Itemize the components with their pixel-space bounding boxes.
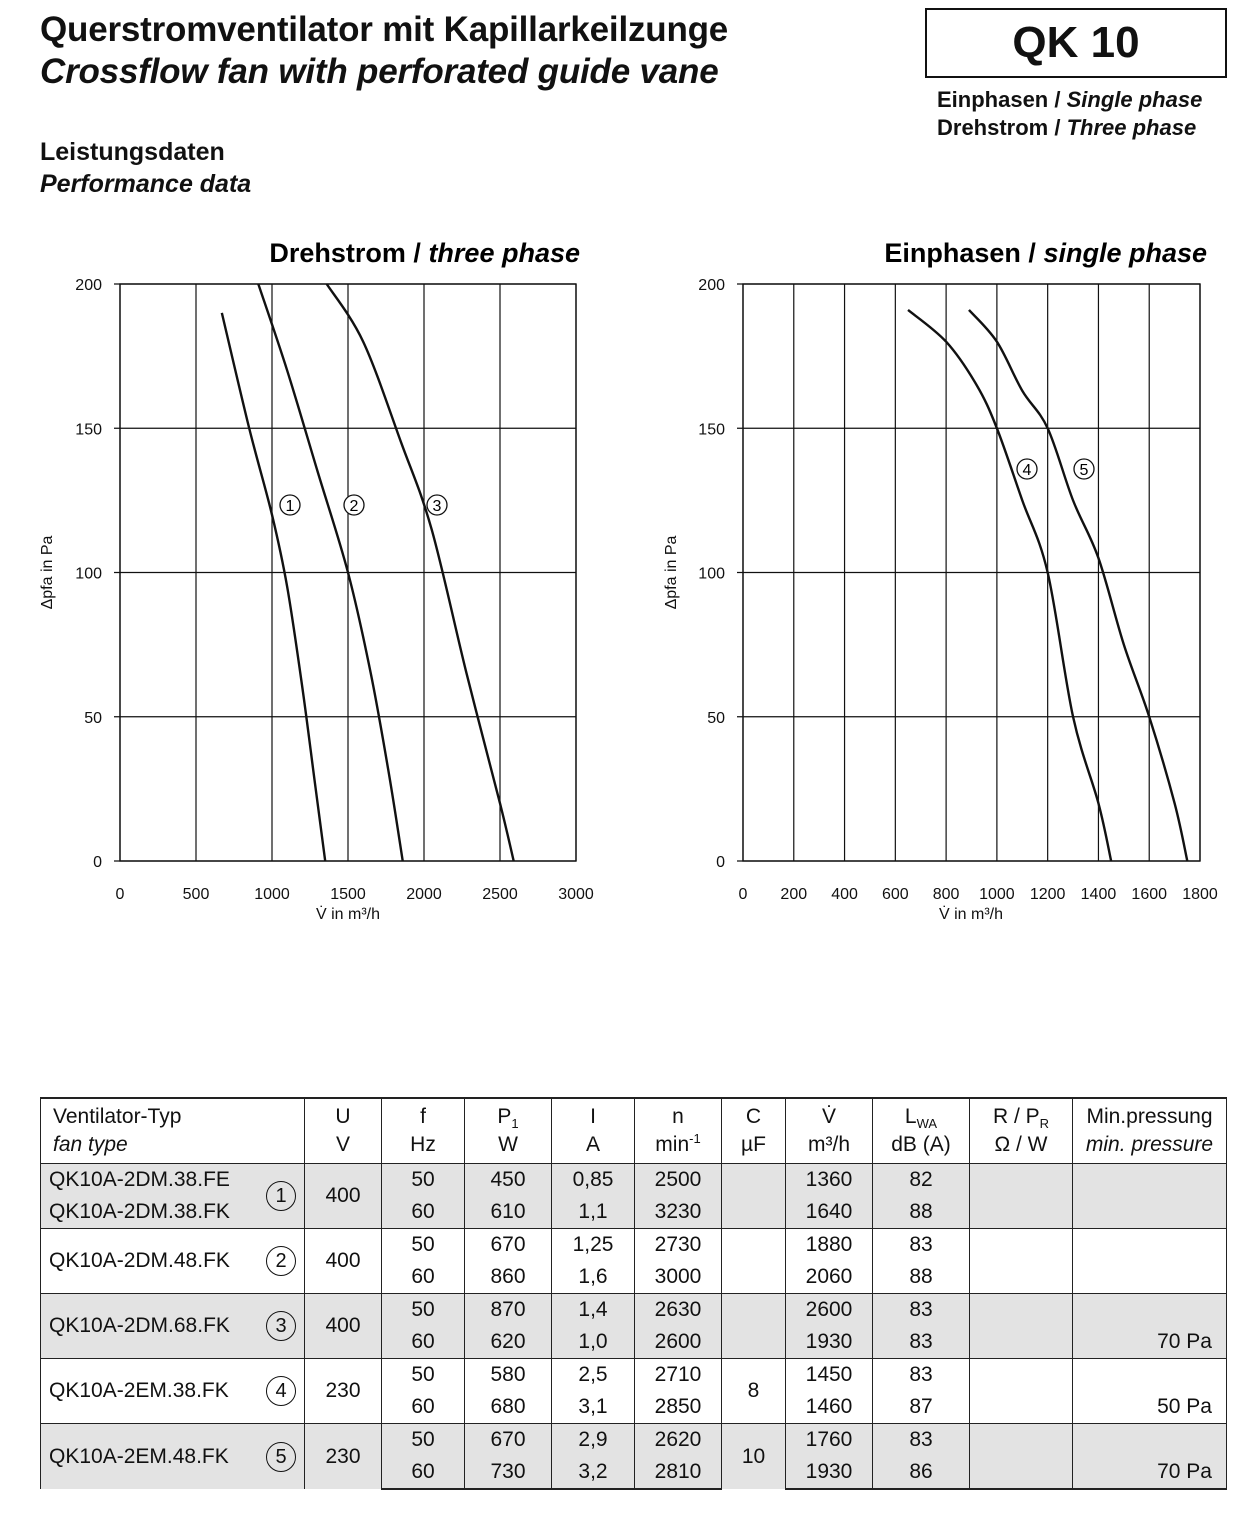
- header-p1: $P_1$ W: [465, 1098, 552, 1164]
- title-english: Crossflow fan with perforated guide vane: [40, 52, 719, 91]
- x-tick-label: 2000: [406, 886, 442, 903]
- x-tick-label: 600: [881, 886, 909, 903]
- cell-voltage: 400: [305, 1164, 382, 1229]
- y-axis-label: Δpfa in Pa: [663, 535, 680, 610]
- x-tick-label: 1400: [1080, 886, 1117, 903]
- cell-current: 3,2: [552, 1456, 635, 1489]
- phase-single-en: Single phase: [1066, 87, 1203, 112]
- cell-current: 2,9: [552, 1424, 635, 1457]
- cell-power: 670: [465, 1424, 552, 1457]
- cell-fan-type: [41, 1294, 305, 1359]
- fan-type-name: QK10A-2EM.38.FK: [49, 1379, 229, 1402]
- cell-frequency: 60: [382, 1391, 465, 1424]
- cell-min-pressure: [1073, 1359, 1227, 1392]
- x-tick-label: 500: [182, 886, 210, 903]
- cell-airflow: 1930: [786, 1456, 873, 1489]
- cell-capacitor: [722, 1229, 786, 1294]
- curve-marker: 1: [266, 1181, 296, 1211]
- cell-airflow: 2600: [786, 1294, 873, 1327]
- cell-resistor: [970, 1424, 1073, 1457]
- cell-resistor: [970, 1294, 1073, 1327]
- chart-title-de: Einphasen /: [884, 238, 1044, 268]
- cell-current: 2,5: [552, 1359, 635, 1392]
- cell-voltage: 400: [305, 1229, 382, 1294]
- cell-frequency: 60: [382, 1456, 465, 1489]
- x-tick-label: 800: [932, 886, 960, 903]
- chart-0: [39, 238, 594, 923]
- chart-title-en: three phase: [428, 238, 580, 268]
- cell-power: 450: [465, 1164, 552, 1197]
- header-f: f Hz: [382, 1098, 465, 1164]
- chart-title-en: single phase: [1043, 238, 1207, 268]
- y-tick-label: 200: [698, 277, 725, 294]
- cell-min-pressure: 70 Pa: [1073, 1456, 1227, 1489]
- cell-speed: 2620: [635, 1424, 722, 1457]
- y-tick-label: 0: [716, 854, 725, 871]
- header-u: U V: [305, 1098, 382, 1164]
- y-tick-label: 100: [75, 565, 102, 583]
- title-german: Querstromventilator mit Kapillarkeilzunge: [40, 10, 729, 49]
- x-tick-label: 2500: [482, 886, 518, 903]
- cell-current: 3,1: [552, 1391, 635, 1424]
- y-axis-label: Δpfa in Pa: [39, 535, 56, 610]
- cell-sound-power: 83: [873, 1229, 970, 1262]
- series-curve-2: [969, 310, 1187, 861]
- cell-speed: 2500: [635, 1164, 722, 1197]
- y-tick-label: 100: [698, 565, 725, 583]
- header-min-pressure: Min.pressung min. pressure: [1073, 1098, 1227, 1164]
- cell-capacitor: [722, 1294, 786, 1359]
- header-v: V̇ m³/h: [786, 1098, 873, 1164]
- model-name: QK 10: [1012, 18, 1140, 67]
- cell-min-pressure: [1073, 1424, 1227, 1457]
- cell-airflow: 1450: [786, 1359, 873, 1392]
- cell-airflow: 1880: [786, 1229, 873, 1262]
- x-tick-label: 3000: [558, 886, 594, 903]
- spec-table: [40, 1097, 1227, 1490]
- curve-marker: 4: [266, 1376, 296, 1406]
- cell-resistor: [970, 1359, 1073, 1392]
- x-tick-label: 1500: [330, 886, 366, 903]
- table-row: [41, 1164, 1227, 1197]
- chart-title: [269, 238, 580, 268]
- cell-min-pressure: [1073, 1294, 1227, 1327]
- model-box: [925, 8, 1227, 78]
- y-tick-label: 50: [707, 709, 725, 727]
- series-label: 4: [1022, 462, 1032, 479]
- cell-sound-power: 88: [873, 1261, 970, 1294]
- x-axis-label: V̇ in m³/h: [315, 906, 381, 923]
- cell-speed: 2630: [635, 1294, 722, 1327]
- cell-power: 730: [465, 1456, 552, 1489]
- phase-single-line: [937, 87, 1202, 113]
- cell-voltage: 400: [305, 1294, 382, 1359]
- cell-fan-type: [41, 1164, 305, 1229]
- y-tick-label: 50: [84, 709, 102, 727]
- series-label: 2: [349, 498, 359, 515]
- cell-airflow: 1930: [786, 1326, 873, 1359]
- cell-capacitor: 8: [722, 1359, 786, 1424]
- x-tick-label: 1800: [1182, 886, 1218, 903]
- cell-frequency: 50: [382, 1424, 465, 1457]
- header-lwa: $L_{WA}$ dB (A): [873, 1098, 970, 1164]
- cell-frequency: 60: [382, 1196, 465, 1229]
- y-tick-label: 0: [93, 854, 102, 871]
- cell-fan-type: [41, 1424, 305, 1490]
- cell-current: 1,25: [552, 1229, 635, 1262]
- y-tick-label: 150: [698, 421, 725, 439]
- performance-charts: [0, 220, 1251, 940]
- series-label: 5: [1079, 462, 1089, 479]
- phase-three-de: Drehstrom /: [937, 115, 1067, 140]
- cell-frequency: 60: [382, 1261, 465, 1294]
- series-label: 1: [285, 498, 295, 515]
- cell-capacitor: [722, 1164, 786, 1229]
- cell-sound-power: 88: [873, 1196, 970, 1229]
- cell-current: 1,4: [552, 1294, 635, 1327]
- cell-power: 620: [465, 1326, 552, 1359]
- y-tick-label: 150: [75, 421, 102, 439]
- cell-airflow: 1760: [786, 1424, 873, 1457]
- cell-sound-power: 83: [873, 1359, 970, 1392]
- cell-speed: 2730: [635, 1229, 722, 1262]
- series-label: 3: [432, 498, 442, 515]
- table-header-row: [41, 1098, 1227, 1164]
- cell-frequency: 50: [382, 1294, 465, 1327]
- cell-frequency: 50: [382, 1359, 465, 1392]
- cell-speed: 2810: [635, 1456, 722, 1489]
- cell-current: 1,6: [552, 1261, 635, 1294]
- cell-speed: 2600: [635, 1326, 722, 1359]
- header-i: I A: [552, 1098, 635, 1164]
- cell-resistor: [970, 1456, 1073, 1489]
- cell-resistor: [970, 1229, 1073, 1262]
- chart-1: [663, 238, 1218, 923]
- header-fan-type: Ventilator-Typ fan type: [41, 1098, 305, 1164]
- cell-voltage: 230: [305, 1359, 382, 1424]
- cell-speed: 3230: [635, 1196, 722, 1229]
- curve-marker: 2: [266, 1246, 296, 1276]
- chart-title-de: Drehstrom /: [269, 238, 429, 268]
- x-tick-label: 0: [738, 886, 748, 903]
- cell-resistor: [970, 1196, 1073, 1229]
- cell-power: 670: [465, 1229, 552, 1262]
- cell-sound-power: 87: [873, 1391, 970, 1424]
- chart-title: [884, 238, 1207, 268]
- curve-marker: 3: [266, 1311, 296, 1341]
- cell-frequency: 50: [382, 1164, 465, 1197]
- y-tick-label: 200: [75, 277, 102, 294]
- table-row: [41, 1294, 1227, 1327]
- x-axis-label: V̇ in m³/h: [938, 906, 1004, 923]
- cell-min-pressure: 70 Pa: [1073, 1326, 1227, 1359]
- cell-fan-type: [41, 1229, 305, 1294]
- cell-resistor: [970, 1261, 1073, 1294]
- cell-power: 680: [465, 1391, 552, 1424]
- section-title-german: Leistungsdaten: [40, 138, 225, 166]
- cell-sound-power: 83: [873, 1326, 970, 1359]
- cell-sound-power: 86: [873, 1456, 970, 1489]
- cell-current: 1,0: [552, 1326, 635, 1359]
- series-curve-1: [908, 310, 1111, 861]
- cell-sound-power: 82: [873, 1164, 970, 1197]
- x-tick-label: 400: [831, 886, 858, 903]
- header-c: C µF: [722, 1098, 786, 1164]
- cell-fan-type: [41, 1359, 305, 1424]
- cell-airflow: 2060: [786, 1261, 873, 1294]
- x-tick-label: 1000: [254, 886, 290, 903]
- header-n: n $\min^{-1}$: [635, 1098, 722, 1164]
- cell-resistor: [970, 1164, 1073, 1197]
- cell-sound-power: 83: [873, 1424, 970, 1457]
- cell-frequency: 50: [382, 1229, 465, 1262]
- phase-single-de: Einphasen /: [937, 87, 1067, 112]
- cell-voltage: 230: [305, 1424, 382, 1490]
- header-r: R / $P_R$ Ω / W: [970, 1098, 1073, 1164]
- cell-min-pressure: [1073, 1229, 1227, 1262]
- cell-power: 860: [465, 1261, 552, 1294]
- cell-min-pressure: 50 Pa: [1073, 1391, 1227, 1424]
- cell-min-pressure: [1073, 1164, 1227, 1197]
- cell-speed: 2850: [635, 1391, 722, 1424]
- fan-type-name: QK10A-2DM.68.FK: [49, 1314, 230, 1337]
- cell-power: 610: [465, 1196, 552, 1229]
- cell-resistor: [970, 1326, 1073, 1359]
- x-tick-label: 200: [780, 886, 808, 903]
- cell-frequency: 60: [382, 1326, 465, 1359]
- cell-speed: 2710: [635, 1359, 722, 1392]
- table-row: [41, 1359, 1227, 1392]
- cell-capacitor: 10: [722, 1424, 786, 1490]
- fan-type-name: QK10A-2DM.48.FK: [49, 1249, 230, 1272]
- cell-power: 870: [465, 1294, 552, 1327]
- table-row: [41, 1424, 1227, 1457]
- x-tick-label: 1000: [979, 886, 1015, 903]
- fan-type-name: QK10A-2EM.48.FK: [49, 1444, 229, 1468]
- cell-airflow: 1640: [786, 1196, 873, 1229]
- fan-type-name-alt: QK10A-2DM.38.FK: [49, 1200, 230, 1223]
- cell-sound-power: 83: [873, 1294, 970, 1327]
- x-tick-label: 1600: [1131, 886, 1168, 903]
- x-tick-label: 0: [115, 886, 125, 903]
- table-row: [41, 1229, 1227, 1262]
- cell-current: 0,85: [552, 1164, 635, 1197]
- phase-three-en: Three phase: [1066, 115, 1197, 140]
- cell-min-pressure: [1073, 1261, 1227, 1294]
- phase-three-line: [937, 115, 1196, 141]
- section-title-english: Performance data: [40, 170, 252, 198]
- series-curve-1: [222, 313, 325, 861]
- cell-resistor: [970, 1391, 1073, 1424]
- cell-min-pressure: [1073, 1196, 1227, 1229]
- cell-power: 580: [465, 1359, 552, 1392]
- cell-airflow: 1460: [786, 1391, 873, 1424]
- cell-airflow: 1360: [786, 1164, 873, 1197]
- x-tick-label: 1200: [1029, 886, 1066, 903]
- curve-marker: 5: [266, 1442, 296, 1472]
- cell-current: 1,1: [552, 1196, 635, 1229]
- fan-type-name: QK10A-2DM.38.FE: [49, 1168, 230, 1191]
- cell-speed: 3000: [635, 1261, 722, 1294]
